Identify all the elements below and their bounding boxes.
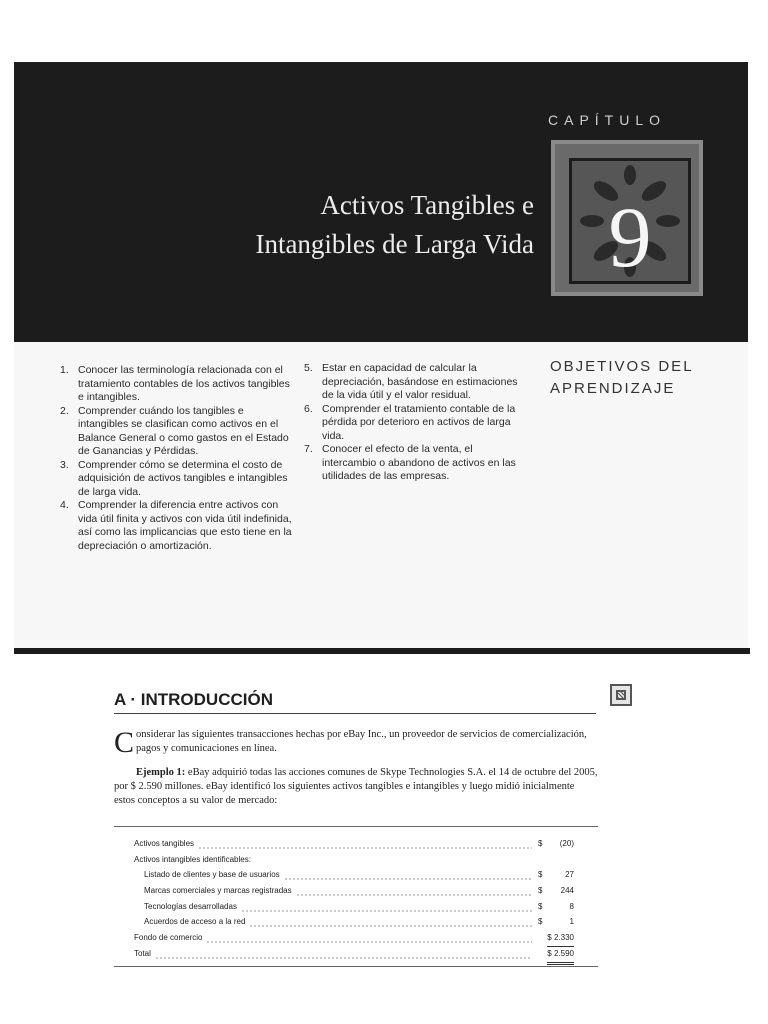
dot-leader [284,867,532,883]
assets-table [134,836,574,962]
dot-leader [198,836,532,852]
table-row-label: Activos tangibles [134,839,195,848]
table-row-label: Activos intangibles identificables: [134,854,251,864]
table-top-rule [114,826,598,827]
dot-leader [249,914,532,930]
table-row-value: 27 [565,870,574,880]
table-row-currency: $ [538,901,543,911]
objective-item: 7. Conocer el efecto de la venta, el intercambio o abandono de activos en las utilidades de las empresas. [304,443,516,482]
learning-objectives-panel [14,342,748,650]
header-bottom-rule [14,648,750,654]
table-row [134,836,574,852]
dot-leader [206,930,532,946]
objective-item: 3. Comprender cómo se determina el costo de adquisición de activos tangibles e intangibles de larga vida. [60,458,288,498]
ornament-frame [569,158,691,284]
objective-item: 4. Comprender la diferencia entre activos con vida útil finita y activos con vida útil indefinida, así como las implicancias que esto tiene en la depreciación o amortización. [60,499,292,552]
table-bottom-rule [114,966,598,967]
table-row-label: Acuerdos de acceso a la red [144,917,246,927]
section-ornament-icon [610,684,632,706]
section-title-rule [114,713,596,714]
table-row-currency: $ [538,870,543,880]
table-row-value: (20) [559,839,574,848]
objective-item: 2. Comprender cuándo los tangibles e intangibles se clasifican como activos en el Balance General o como gastos en el Estado de Ganancias y Pérdidas. [60,404,289,457]
dot-leader [241,899,532,915]
objective-item: 1. Conocer las terminología relacionada con el tratamiento contables de los activos tangibles e intangibles. [60,364,290,403]
table-row-label: Listado de clientes y base de usuarios [144,870,280,880]
chapter-number-box [551,140,703,296]
table-row-currency: $ [538,886,543,896]
example-paragraph: Ejemplo 1: eBay adquirió todas las acciones comunes de Skype Technologies S.A. el 14 de octubre del 2005, por $ 2.590 millones. eBay identificó los siguientes activos tangibles e intangibles y luego midió inicialmente estos conceptos a su valor de mercado: [114,767,598,806]
chapter-label: CAPÍTULO [548,112,667,128]
table-row-value: $ 2.330 [547,930,574,947]
dot-leader [155,946,532,962]
table-row-label: Fondo de comercio [134,933,203,943]
table-row [134,883,574,899]
section-title: A · INTRODUCCIÓN [114,690,273,709]
table-row-label: Tecnologías desarrolladas [144,901,237,911]
table-row-value: 244 [560,886,574,896]
objectives-column-1 [60,364,296,553]
intro-paragraph: Considerar las siguientes transacciones hechas por eBay Inc., un proveedor de servicios de comercialización, pagos y comunicaciones en línea. [114,726,587,759]
drop-cap: C [114,726,135,759]
table-row-label: Marcas comerciales y marcas registradas [144,886,292,896]
chapter-title [255,186,534,264]
table-row-value: 8 [569,901,574,911]
table-row [134,899,574,915]
table-row [134,867,574,883]
table-row [134,914,574,930]
dot-leader [296,883,532,899]
objective-item: 5. Estar en capacidad de calcular la depreciación, basándose en estimaciones de la vida útil y el valor residual. [304,362,518,401]
chapter-title-line-2: Intangibles de Larga Vida [255,229,534,259]
objectives-column-2 [304,362,518,484]
objective-item: 6. Comprender el tratamiento contable de la pérdida por deterioro en activos de larga vida. [304,402,516,442]
table-row-value: $ 2.590 [547,946,574,965]
table-row-value: 1 [569,917,574,927]
table-row-label: Total [134,948,151,958]
table-row [134,946,574,962]
chapter-title-line-1: Activos Tangibles e [320,190,534,220]
table-row-currency: $ [538,839,543,848]
table-row [134,930,574,946]
objectives-heading: OBJETIVOS DEL APRENDIZAJE [550,358,694,397]
chapter-number: 9 [608,189,652,285]
table-row-currency: $ [538,917,543,927]
example-lead: Ejemplo 1: [136,767,186,778]
table-row [134,852,574,868]
